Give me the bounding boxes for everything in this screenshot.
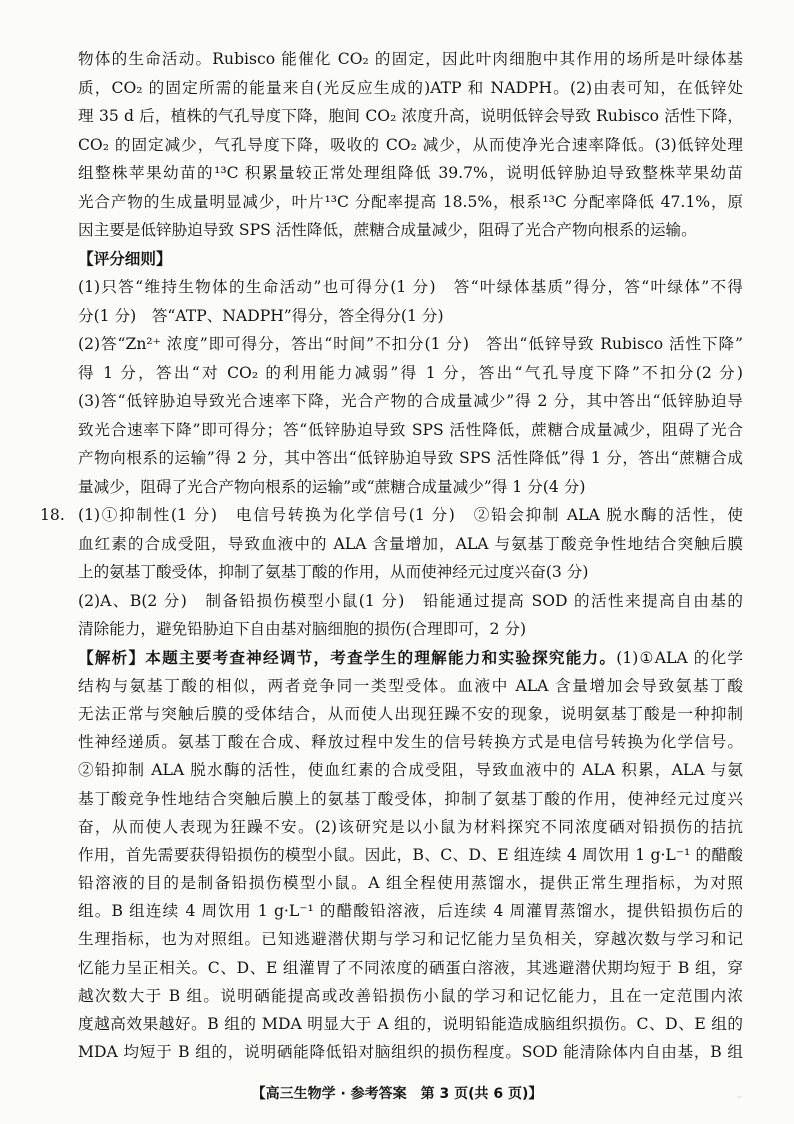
text-line: 基丁酸竞争性地结合突触后膜上的氨基丁酸受体，抑制了氨基丁酸的作用，使神经元过度兴 [78, 789, 743, 808]
text-line: 质，CO₂ 的固定所需的能量来自(光反应生成的)ATP 和 NADPH。(2)由表可知，在低锌处 [78, 78, 743, 97]
corner-mark: ·· [737, 1093, 743, 1102]
text-line: 忆能力呈正相关。C、D、E 组灌胃了不同浓度的硒蛋白溶液，其逃避潜伏期均短于 B 组，穿 [78, 958, 743, 977]
text-line: 无法正常与突触后膜的受体结合，从而使人出现狂躁不安的现象，说明氨基丁酸是一种抑制 [78, 705, 743, 724]
text-line: CO₂ 的固定减少，气孔导度下降，吸收的 CO₂ 减少，从而使净光合速率降低。(3)低锌处理 [78, 135, 743, 154]
text-line: (1)①抑制性(1 分) 电信号转换为化学信号(1 分) ②铅会抑制 ALA 脱水酶的活性，使 [78, 506, 743, 525]
text-line: 越次数大于 B 组。说明硒能提高或改善铅损伤小鼠的学习和记忆能力，且在一定范围内浓 [78, 986, 743, 1005]
text-line: 度越高效果越好。B 组的 MDA 明显大于 A 组的，说明铅能造成脑组织损伤。C、D、E 组的 [78, 1014, 743, 1033]
text-line: 理 35 d 后，植株的气孔导度下降，胞间 CO₂ 浓度升高，说明低锌会导致 Rubisco 活性下降， [78, 107, 743, 125]
text-line: (1)只答“维持生物体的生命活动”也可得分(1 分) 答“叶绿体基质”得分，答“叶绿体”不得 [78, 278, 743, 297]
text-line: 【评分细则】 [78, 248, 172, 268]
text-line: 奋，从而使人表现为狂躁不安。(2)该研究是以小鼠为材料探究不同浓度硒对铅损伤的拮抗 [78, 817, 743, 836]
text-line: 致光合速率下降”即可得分；答“低锌胁迫导致 SPS 活性降低，蔗糖合成量减少，阻碍了光合 [78, 420, 743, 439]
text-line: 作用，首先需要获得铅损伤的模型小鼠。因此，B、C、D、E 组连续 4 周饮用 1 g·L⁻¹ 的醋酸 [78, 845, 743, 864]
text-line: 结构与氨基丁酸的相似，两者竞争同一类型受体。血液中 ALA 含量增加会导致氨基丁酸 [78, 676, 743, 695]
analysis-heading: 【解析】本题主要考查神经调节，考查学生的理解能力和实验探究能力。 [78, 647, 617, 667]
text-line: 生理指标，也为对照组。已知逃避潜伏期与学习和记忆能力呈负相关，穿越次数与学习和记 [78, 930, 743, 949]
text-line: 分(1 分) 答“ATP、NADPH”得分，答全得分(1 分) [78, 306, 444, 325]
text-line: 铅溶液的目的是制备铅损伤模型小鼠。A 组全程使用蒸馏水，提供正常生理指标，为对照 [78, 874, 743, 893]
text-line: ②铅抑制 ALA 脱水酶的活性，使血红素的合成受阻，导致血液中的 ALA 积累，ALA 与氨 [78, 761, 743, 780]
text-line: 产物向根系的运输”得 2 分，其中答出“低锌胁迫导致 SPS 活性降低”得 1 分，答出“蔗糖合成 [78, 449, 743, 468]
question-number: 18. [40, 506, 65, 525]
text-line: 得 1 分，答出“对 CO₂ 的利用能力减弱”得 1 分，答出“气孔导度下降”不扣分(2 分) [78, 363, 743, 382]
text-line: 上的氨基丁酸受体，抑制了氨基丁酸的作用，从而使神经元过度兴奋(3 分) [78, 563, 589, 582]
text-line: (3)答“低锌胁迫导致光合速率下降，光合产物的合成量减少”得 2 分，其中答出“低锌胁迫导 [78, 392, 743, 411]
text-line: (2)答“Zn²⁺ 浓度”即可得分，答出“时间”不扣分(1 分) 答出“低锌导致 Rubisco 活性下降” [78, 335, 743, 354]
text-line: 量减少，阻碍了光合产物向根系的运输”或“蔗糖合成量减少”得 1 分(4 分) [78, 477, 586, 496]
text-line: 清除能力，避免铅胁迫下自由基对脑细胞的损伤(合理即可，2 分) [78, 620, 527, 639]
analysis-text: (1)①ALA 的化学 [616, 648, 743, 667]
text-line: 因主要是低锌胁迫导致 SPS 活性降低，蔗糖合成量减少，阻碍了光合产物向根系的运输。 [78, 221, 697, 240]
page-footer: 【高三生物学 · 参考答案 第 3 页(共 6 页)】 [251, 1086, 543, 1102]
text-line: 物体的生命活动。Rubisco 能催化 CO₂ 的固定，因此叶肉细胞中其作用的场所是叶绿体基 [78, 50, 743, 68]
text-line: (2)A、B(2 分) 制备铅损伤模型小鼠(1 分) 铅能通过提高 SOD 的活性来提高自由基的 [78, 591, 743, 610]
text-line: 组整株苹果幼苗的¹³C 积累量较正常处理组降低 39.7%，说明低锌胁迫导致整株苹果幼苗 [78, 164, 743, 183]
text-line: 光合产物的生成量明显减少，叶片¹³C 分配率提高 18.5%，根系¹³C 分配率降低 47.1%，原 [78, 192, 743, 211]
text-line: 组。B 组连续 4 周饮用 1 g·L⁻¹ 的醋酸铅溶液，后连续 4 周灌胃蒸馏水，提供铅损伤后的 [78, 902, 743, 921]
text-line: 血红素的合成受阻，导致血液中的 ALA 含量增加，ALA 与氨基丁酸竞争性地结合突触后膜 [78, 534, 743, 553]
text-line: MDA 均短于 B 组的，说明硒能降低铅对脑组织的损伤程度。SOD 能清除体内自由基，B 组 [78, 1043, 743, 1061]
text-line: 性神经递质。氨基丁酸在合成、释放过程中发生的信号转换方式是电信号转换为化学信号。 [78, 733, 743, 752]
analysis-line [78, 646, 743, 670]
